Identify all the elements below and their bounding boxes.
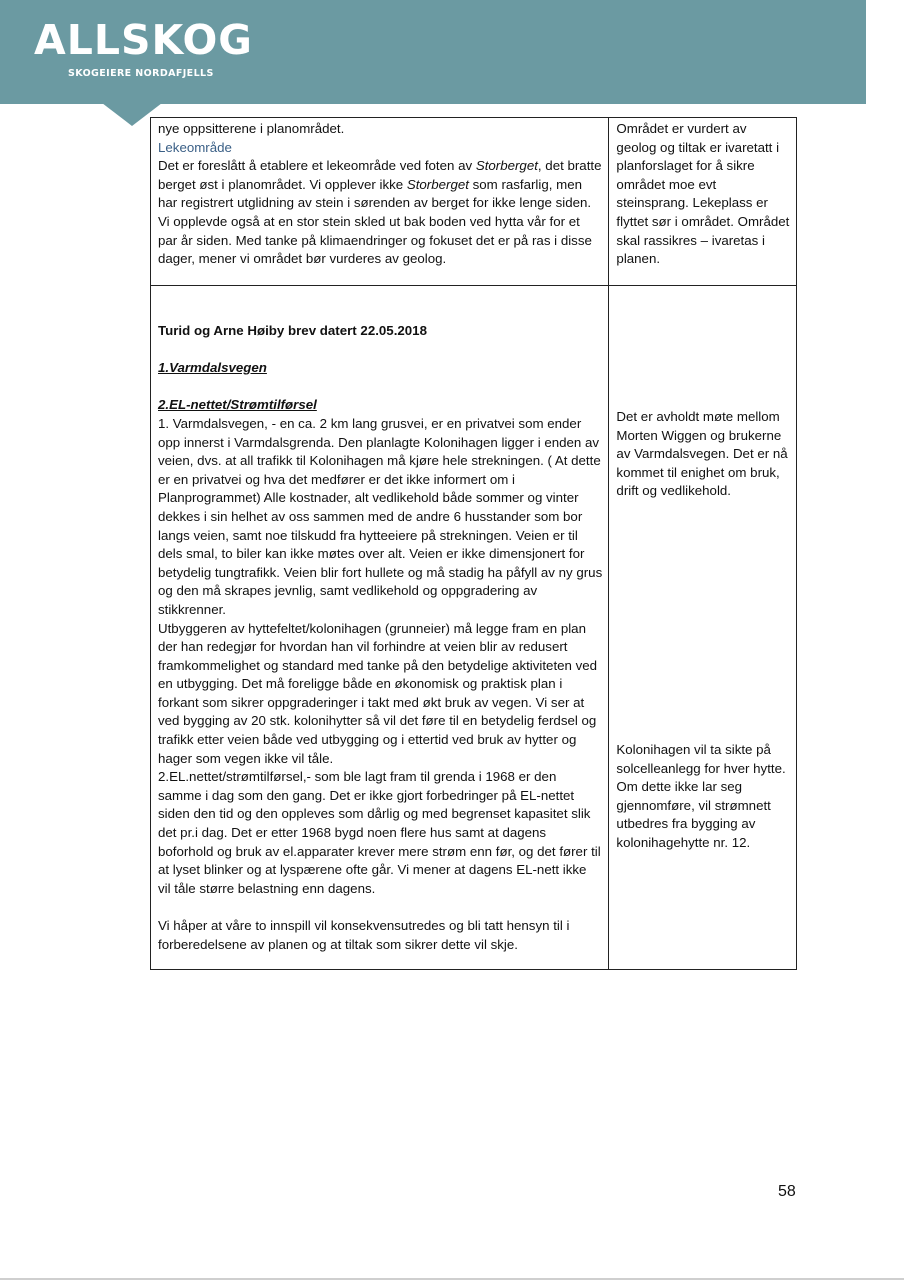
comment-cell	[151, 286, 609, 970]
response-cell	[609, 118, 797, 286]
response-cell	[609, 286, 797, 970]
logo-title: ALLSKOG	[34, 16, 253, 64]
comment-cell	[151, 118, 609, 286]
place-name: Storberget	[475, 158, 538, 174]
comment-paragraph: 2.EL.nettet/strømtilførsel,- som ble lagt fram til grenda i 1968 er den samme i dag som den gang. Det er ikke gjort forbedringer på EL-nettet siden den tid og den oppleves som dårlig og med begrenset kapasitet slik det pr.i dag. Det er etter 1968 bygd noen flere hus samt at dagens boforhold og bruk av el.apparater krever mere strøm enn før, og det fører til at lyset blinker og at lyspærene ofte går. Vi mener at dagens EL-nett ikke vil tåle større belastning enn dagens.	[158, 769, 601, 896]
page-margin-strip	[866, 0, 904, 1280]
topic-heading: 1.Varmdalsvegen	[158, 360, 267, 376]
letter-heading: Turid og Arne Høiby brev datert 22.05.2018	[158, 323, 427, 338]
table-row	[151, 118, 797, 286]
text-run: Det er foreslått å etablere et lekeområde ved foten av	[158, 158, 476, 174]
place-name: Storberget	[406, 176, 469, 192]
header-banner	[0, 0, 866, 104]
text-run: , det bratte berget øst i planområdet. Vi opplever ikke	[158, 158, 602, 192]
response-text: Det er avholdt møte mellom Morten Wiggen og brukerne av Varmdalsvegen. Det er nå kommet til enighet om bruk, drift og vedlikehold.	[616, 409, 788, 499]
page-number: 58	[778, 1183, 796, 1200]
table-row	[151, 286, 797, 970]
response-text: Kolonihagen vil ta sikte på solcelleanlegg for hver hytte. Om dette ikke lar seg gjennomføre, vil strømnett utbedres fra bygging av kolonihagehytte nr. 12.	[616, 741, 786, 850]
response-text: Området er vurdert av geolog og tiltak er ivaretatt i planforslaget for å sikre området moe evt steinsprang. Lekeplass er flyttet sør i området. Området skal rassikres – ivaretas i planen.	[616, 121, 790, 267]
comments-table	[150, 117, 797, 970]
text-run: som rasfarlig, men har registrert utglidning av stein i sørenden av berget for ikke lenge siden. Vi opplevde også at en stor stein skled ut bak boden ved hytta vår for et par år siden. Med tanke på klimaendringer og fokuset det er på ras i disse dager, mener vi området bør vurderes av geolog.	[158, 176, 592, 267]
intro-line: nye oppsitterene i planområdet.	[158, 121, 345, 136]
section-title: Lekeområde	[158, 139, 232, 155]
logo-subtitle: SKOGEIERE NORDAFJELLS	[68, 68, 214, 79]
comment-paragraph	[158, 157, 602, 269]
comment-paragraph: Vi håper at våre to innspill vil konsekvensutredes og bli tatt hensyn til i forberedelsene av planen og at tiltak som sikrer dette vil skje.	[158, 918, 570, 952]
comment-paragraph: 1. Varmdalsvegen, - en ca. 2 km lang grusvei, er en privatvei som ender opp innerst i Varmdalsgrenda. Den planlagte Kolonihagen ligger i enden av veien, dvs. at all trafikk til Kolonihagen må kjøre hele strekningen. ( At dette er en privatvei og hva det medfører er det ikke informert om i Planprogrammet) Alle kostnader, alt vedlikehold både sommer og vinter dekkes i sin helhet av oss sammen med de andre 6 husstander som bor langs veien, samt noe tilskudd fra hytteeiere på strekningen. Veien er til dels smal, to biler kan ikke møtes over alt. Veien er ikke dimensjonert for betydelig tungtrafikk. Veien blir fort hullete og må stadig ha påfyll av ny grus og den må skrapes jevnlig, samt vedlikehold og oppgradering av stikkrenner.	[158, 415, 603, 617]
topic-heading: 2.EL-nettet/Strømtilførsel	[158, 397, 317, 413]
comment-paragraph: Utbyggeren av hyttefeltet/kolonihagen (grunneier) må legge fram en plan der han redegjør for hvordan han vil forhindre at veien blir av redusert framkommelighet og standard med tanke på den betydelige aktiviteten ved en utbygging. Det må foreligge både en økonomisk og praktisk plan i forkant som sikrer oppgraderinger i takt med økt bruk av vegen. Vi ser at ved bygging av 20 stk. kolonihytter så vil det føre til en betydelig ferdsel og trafikk etter veien både ved utbygging og i ettertid ved bruk av hytter og hager som vegen ikke vil tåle.	[158, 620, 598, 766]
